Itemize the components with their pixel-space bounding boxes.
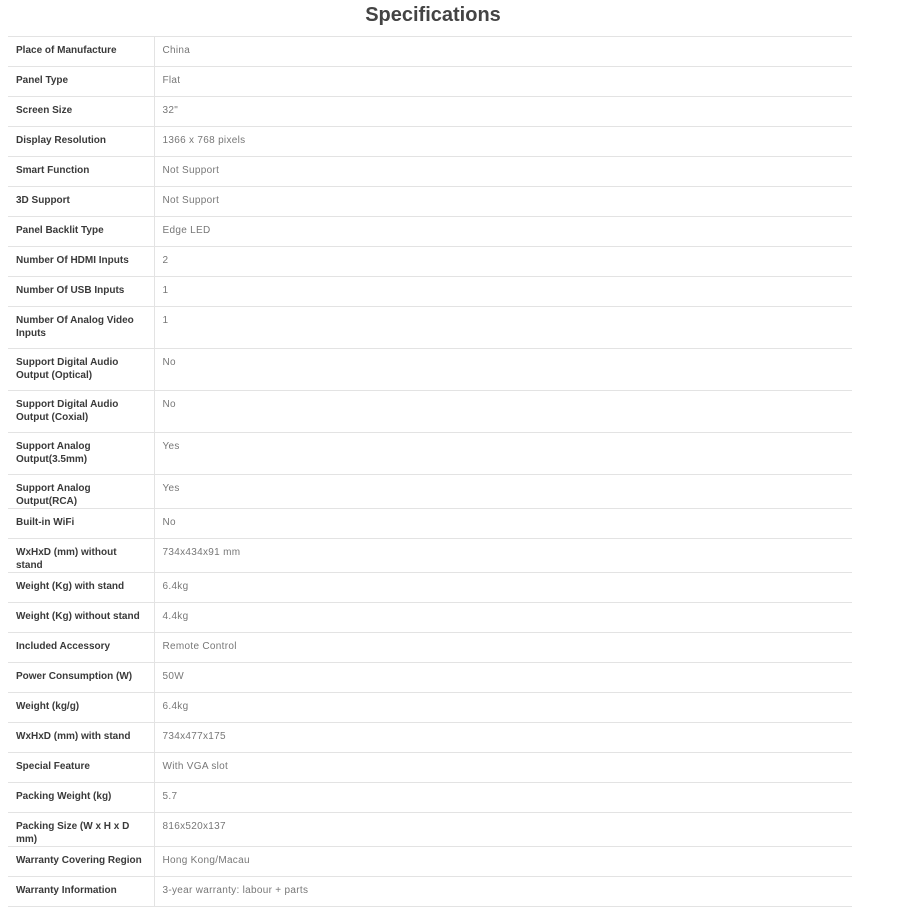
spec-value: 3-year warranty: labour + parts — [162, 885, 309, 896]
spec-value: 6.4kg — [162, 581, 189, 592]
spec-row — [8, 877, 852, 907]
spec-label: 3D Support — [8, 187, 154, 217]
spec-value: With VGA slot — [162, 761, 229, 772]
spec-row — [8, 723, 852, 753]
spec-row — [8, 127, 852, 157]
spec-row — [8, 603, 852, 633]
spec-value: Yes — [162, 483, 180, 494]
spec-value: 2 — [162, 255, 169, 266]
spec-row — [8, 633, 852, 663]
spec-value: No — [162, 399, 176, 410]
spec-value: Remote Control — [162, 641, 237, 652]
spec-value: 816x520x137 — [162, 821, 226, 832]
spec-label: Support Analog Output(RCA) — [8, 475, 154, 509]
spec-row — [8, 217, 852, 247]
spec-row — [8, 813, 852, 847]
spec-value: Hong Kong/Macau — [162, 855, 250, 866]
spec-row — [8, 693, 852, 723]
spec-row — [8, 753, 852, 783]
spec-value: 32" — [162, 105, 179, 116]
spec-value: 1366 x 768 pixels — [162, 135, 246, 146]
spec-value: Edge LED — [162, 225, 211, 236]
spec-label: Panel Type — [8, 67, 154, 97]
spec-label: Weight (kg/g) — [8, 693, 154, 723]
spec-label: Support Analog Output(3.5mm) — [8, 433, 154, 475]
spec-label: Packing Weight (kg) — [8, 783, 154, 813]
spec-label: Smart Function — [8, 157, 154, 187]
spec-value: 1 — [162, 315, 169, 326]
spec-value: Yes — [162, 441, 180, 452]
spec-value: 4.4kg — [162, 611, 189, 622]
spec-value: Not Support — [162, 165, 220, 176]
spec-label: Number Of USB Inputs — [8, 277, 154, 307]
spec-value: 1 — [162, 285, 169, 296]
spec-label: Display Resolution — [8, 127, 154, 157]
spec-label: Panel Backlit Type — [8, 217, 154, 247]
spec-row — [8, 573, 852, 603]
spec-label: Weight (Kg) without stand — [8, 603, 154, 633]
spec-label: Support Digital Audio Output (Coxial) — [8, 391, 154, 433]
spec-label: WxHxD (mm) without stand — [8, 539, 154, 573]
spec-row — [8, 433, 852, 475]
spec-label: Built-in WiFi — [8, 509, 154, 539]
spec-row — [8, 509, 852, 539]
spec-value: No — [162, 357, 176, 368]
spec-label: Included Accessory — [8, 633, 154, 663]
spec-label: Warranty Information — [8, 877, 154, 907]
spec-row — [8, 277, 852, 307]
spec-value: 6.4kg — [162, 701, 189, 712]
spec-row — [8, 97, 852, 127]
spec-label: Packing Size (W x H x D mm) — [8, 813, 154, 847]
spec-value: 50W — [162, 671, 184, 682]
spec-row — [8, 247, 852, 277]
spec-row — [8, 783, 852, 813]
spec-label: WxHxD (mm) with stand — [8, 723, 154, 753]
spec-label: Weight (Kg) with stand — [8, 573, 154, 603]
spec-value: 5.7 — [162, 791, 178, 802]
spec-label: Screen Size — [8, 97, 154, 127]
spec-value: Flat — [162, 75, 181, 86]
spec-row — [8, 157, 852, 187]
spec-value: No — [162, 517, 176, 528]
spec-row — [8, 307, 852, 349]
spec-value: 734x434x91 mm — [162, 547, 241, 558]
spec-row — [8, 847, 852, 877]
spec-row — [8, 37, 852, 67]
spec-value: 734x477x175 — [162, 731, 226, 742]
spec-row — [8, 539, 852, 573]
spec-row — [8, 663, 852, 693]
spec-row — [8, 67, 852, 97]
spec-value: Not Support — [162, 195, 220, 206]
spec-row — [8, 187, 852, 217]
spec-label: Place of Manufacture — [8, 37, 154, 67]
spec-value: China — [162, 45, 191, 56]
page-title: Specifications — [365, 4, 501, 26]
spec-label: Support Digital Audio Output (Optical) — [8, 349, 154, 391]
spec-label: Number Of Analog Video Inputs — [8, 307, 154, 349]
spec-row — [8, 475, 852, 509]
spec-row — [8, 349, 852, 391]
spec-row — [8, 391, 852, 433]
spec-label: Number Of HDMI Inputs — [8, 247, 154, 277]
specifications-body — [8, 37, 852, 907]
spec-label: Warranty Covering Region — [8, 847, 154, 877]
spec-label: Special Feature — [8, 753, 154, 783]
specifications-table — [8, 36, 852, 907]
spec-label: Power Consumption (W) — [8, 663, 154, 693]
